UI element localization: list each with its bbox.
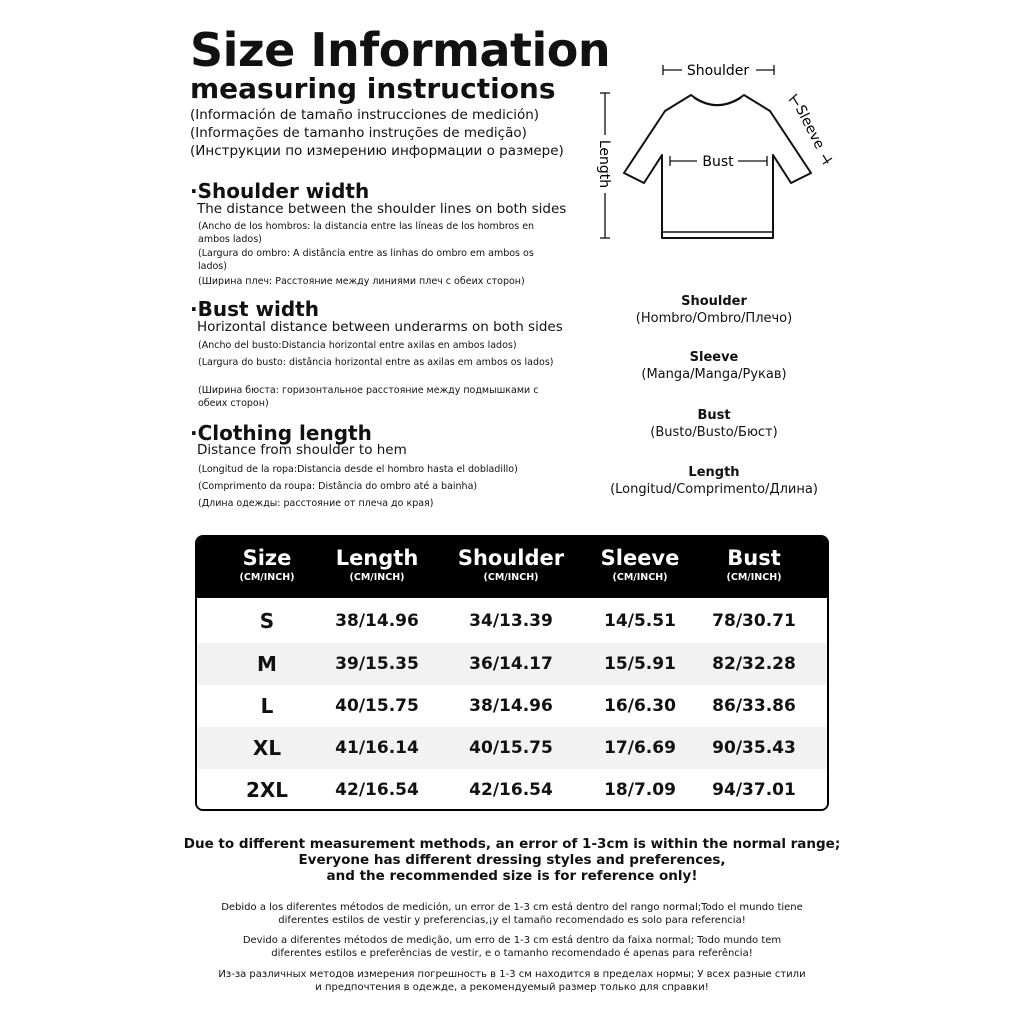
table-cell-sleeve: 16/6.30 <box>604 696 676 716</box>
column-name: Shoulder <box>457 546 565 570</box>
section-length-note-pt: (Comprimento da roupa: Distância do ombro até a bainha) <box>198 481 478 492</box>
footer-notice-line: Everyone has different dressing styles and preferences, <box>298 852 726 868</box>
column-unit: (CM/INCH) <box>239 572 295 583</box>
section-shoulder-note-pt: (Largura do ombro: A distância entre as linhas do ombro em ambos os lados) <box>198 248 534 272</box>
legend-translation: (Busto/Busto/Бюст) <box>650 425 778 440</box>
table-cell-bust: 82/32.28 <box>712 654 796 674</box>
table-header <box>197 537 827 598</box>
table-row <box>197 727 827 769</box>
footer-translation-pt: diferentes estilos e preferências de vestir, e o tamanho recomendado é apenas para referência! <box>271 948 753 959</box>
section-bust-note-es: (Ancho del busto:Distancia horizontal entre axilas en ambos lados) <box>198 340 517 351</box>
subtitle-translation-es: (Información de tamaño instrucciones de medición) <box>190 107 540 123</box>
table-cell-length: 39/15.35 <box>335 654 419 674</box>
section-shoulder-note-ru: (Ширина плеч: Расстояние между линиями плеч с обеих сторон) <box>198 276 525 287</box>
column-header-bust <box>689 545 819 584</box>
table-cell-sleeve: 15/5.91 <box>604 654 676 674</box>
page-title: Size Information <box>190 23 611 77</box>
column-unit: (CM/INCH) <box>726 572 782 583</box>
footer-translation-pt: Devido a diferentes métodos de medição, um erro de 1-3 cm está dentro da faixa normal; Todo mundo tem <box>242 935 782 946</box>
section-bust-title: ·Bust width <box>190 297 319 321</box>
table-cell-size: XL <box>252 736 282 760</box>
column-name: Bust <box>727 546 781 570</box>
table-cell-sleeve: 18/7.09 <box>604 780 676 800</box>
table-cell-bust: 86/33.86 <box>712 696 796 716</box>
table-cell-shoulder: 34/13.39 <box>469 611 553 631</box>
table-row <box>197 643 827 685</box>
legend-item-length <box>595 464 833 498</box>
section-shoulder-note-es: (Ancho de los hombros: la distancia entre las líneas de los hombros en ambos lados) <box>198 221 535 245</box>
table-cell-shoulder: 40/15.75 <box>469 738 553 758</box>
table-cell-sleeve: 14/5.51 <box>604 611 676 631</box>
legend-term: Length <box>688 465 740 480</box>
legend-item-shoulder <box>595 293 833 327</box>
table-cell-bust: 78/30.71 <box>712 611 796 631</box>
column-header-sleeve <box>575 545 705 584</box>
footer-notice-line: Due to different measurement methods, an error of 1-3cm is within the normal range; <box>183 836 841 852</box>
table-cell-size: 2XL <box>245 778 289 802</box>
section-length-note-es: (Longitud de la ropa:Distancia desde el hombro hasta el dobladillo) <box>198 464 518 475</box>
legend-translation: (Manga/Manga/Рукав) <box>641 367 787 382</box>
section-length-note-ru: (Длина одежды: расстояние от плеча до края) <box>198 498 434 509</box>
legend-item-bust <box>595 407 833 441</box>
column-name: Sleeve <box>600 546 680 570</box>
section-length-title: ·Clothing length <box>190 421 372 445</box>
table-cell-size: S <box>259 609 275 633</box>
table-cell-bust: 90/35.43 <box>712 738 796 758</box>
table-row <box>197 685 827 727</box>
diagram-label-bust: Bust <box>702 154 734 170</box>
section-bust-note-pt: (Largura do busto: distância horizontal entre as axilas em ambos os lados) <box>198 357 554 368</box>
table-row <box>197 600 827 642</box>
table-cell-sleeve: 17/6.69 <box>604 738 676 758</box>
column-header-length <box>312 545 442 584</box>
column-unit: (CM/INCH) <box>349 572 405 583</box>
legend-translation: (Longitud/Comprimento/Длина) <box>610 482 818 497</box>
section-shoulder-description: The distance between the shoulder lines on both sides <box>197 201 567 217</box>
table-cell-size: L <box>260 694 274 718</box>
table-cell-length: 40/15.75 <box>335 696 419 716</box>
column-unit: (CM/INCH) <box>612 572 668 583</box>
legend-term: Bust <box>697 408 731 423</box>
table-cell-shoulder: 42/16.54 <box>469 780 553 800</box>
column-name: Length <box>335 546 419 570</box>
legend-item-sleeve <box>595 349 833 383</box>
diagram-label-length: Length <box>596 139 612 189</box>
column-name: Size <box>242 546 292 570</box>
footer-notice-line: and the recommended size is for reference only! <box>326 868 698 884</box>
table-cell-shoulder: 36/14.17 <box>469 654 553 674</box>
column-unit: (CM/INCH) <box>483 572 539 583</box>
diagram-label-shoulder: Shoulder <box>686 63 750 79</box>
legend-term: Sleeve <box>689 350 739 365</box>
legend-translation: (Hombro/Ombro/Плечо) <box>635 311 793 326</box>
page-subtitle: measuring instructions <box>190 72 556 105</box>
section-bust-note-ru: (Ширина бюста: горизонтальное расстояние между подмышками с обеих сторон) <box>198 385 539 409</box>
diagram-label-sleeve: Sleeve <box>791 102 828 152</box>
table-row <box>197 769 827 811</box>
section-shoulder-title: ·Shoulder width <box>190 179 370 203</box>
size-table <box>195 535 829 811</box>
column-header-shoulder <box>446 545 576 584</box>
section-length-description: Distance from shoulder to hem <box>197 442 407 458</box>
table-cell-length: 38/14.96 <box>335 611 419 631</box>
subtitle-translation-pt: (Informações de tamanho instruções de medição) <box>190 125 527 141</box>
section-bust-description: Horizontal distance between underarms on both sides <box>197 319 563 335</box>
footer-translation-es: diferentes estilos de vestir y preferencias,¡y el tamaño recomendado es solo para referencia! <box>278 915 746 926</box>
table-cell-shoulder: 38/14.96 <box>469 696 553 716</box>
subtitle-translation-ru: (Инструкции по измерению информации о размере) <box>190 143 564 159</box>
footer-translation-ru: и предпочтения в одежде, а рекомендуемый размер только для справки! <box>315 982 709 993</box>
table-cell-length: 41/16.14 <box>335 738 419 758</box>
footer-translation-es: Debido a los diferentes métodos de medición, un error de 1-3 cm está dentro del rango normal;Todo el mundo tiene <box>221 902 803 913</box>
legend-term: Shoulder <box>681 294 747 309</box>
footer-translation-ru: Из-за различных методов измерения погрешность в 1-3 см находится в пределах нормы; У всех разные стили <box>218 969 806 980</box>
tshirt-measurement-diagram <box>590 55 850 250</box>
table-cell-size: M <box>257 652 277 676</box>
table-cell-bust: 94/37.01 <box>712 780 796 800</box>
table-cell-length: 42/16.54 <box>335 780 419 800</box>
